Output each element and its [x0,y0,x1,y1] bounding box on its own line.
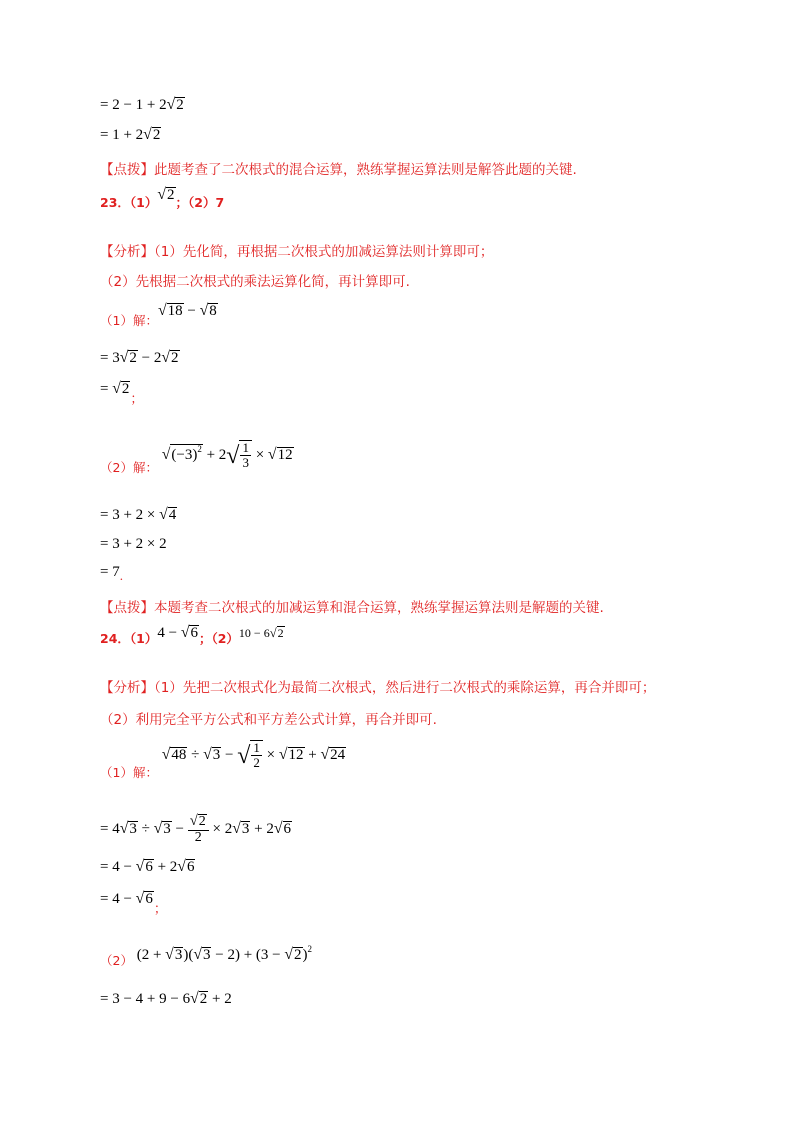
solution-line: $_{(2)解:}$ $√(-3)^2 + 2√$ $\frac{1}{3}$ × √12 [100,440,293,475]
expression: √18 − √8 [157,302,217,319]
analysis-paragraph: （2）先根据二次根式的乘法运算化简，再计算即可. [100,274,410,290]
radical: √2 [166,96,184,113]
equation-line: = 4 − √6； [100,890,167,916]
analysis-paragraph: 【分析】（1）先把二次根式化为最简二次根式，然后进行二次根式的乘除运算，再合并即可； [100,680,656,696]
equation-line: = 4√3 ÷ √3 − $\frac{√2}{2}$ × 2√3 + 2√6 [100,813,292,845]
tip-paragraph: 【点拨】此题考查了二次根式的混合运算，熟练掌握运算法则是解答此题的关键. [100,162,577,178]
expression: $(2 + √3)(√3 - 2) + (3 - √2)^2$ [132,944,313,963]
answer-1: 4 − √6 [157,624,198,641]
equation-line: = 3 + 2 × 2 [100,536,167,552]
equation-line: = 4 − √6 + 2√6 [100,858,195,875]
equation-line: = √2； [100,380,144,406]
expression: √48 ÷ √3 − √ $\frac{1}{2}$ × √12 + √24 [161,740,346,770]
radical: √2 [143,126,161,143]
solution-line: $_{(1)解:}$ √48 ÷ √3 − √ $\frac{1}{2}$ × √12 + √24 [100,740,346,780]
equation-line: = 7. [100,564,123,583]
equation-line: = 3√2 − 2√2 [100,349,179,366]
question-23-answer: 23．（1）√2；（2）7 [100,186,225,210]
solution-line: $_{(1)解:}$√18 − √8 [100,302,217,328]
equation-text: = 2 − 1 + 2 [100,97,167,113]
analysis-paragraph: 【分析】（1）先化简，再根据二次根式的加减运算法则计算即可； [100,244,494,260]
question-24-answer: 24．（1）4 − √6；$(2)^{10 - 6√2}$ [100,624,284,646]
equation-line: = 3 − 4 + 9 − 6√2 + 2 [100,990,232,1007]
answer-2: 10 − 6√2 [238,626,284,640]
solution-line: $_{(2)}$ $(2 + √3)(√3 - 2) + (3 - √2)^2$ [100,944,313,968]
equation-line: = 3 + 2 × √4 [100,506,177,523]
tip-paragraph: 【点拨】本题考查二次根式的加减运算和混合运算，熟练掌握运算法则是解题的关键. [100,600,604,616]
equation-line [100,96,185,114]
expression: $√(-3)^2 + 2√$ $\frac{1}{3}$ × √12 [161,440,293,470]
equation-line: = 1 + 2√2 [100,126,161,143]
answer-1: √2 [157,186,175,203]
analysis-paragraph: （2）利用完全平方公式和平方差公式计算，再合并即可. [100,712,437,728]
